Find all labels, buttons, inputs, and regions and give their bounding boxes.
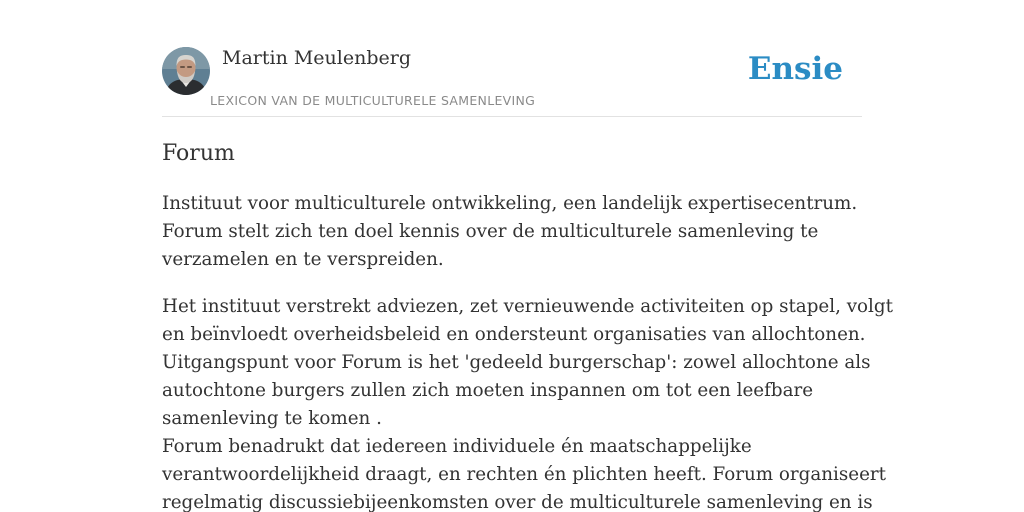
- article-body: [162, 190, 893, 512]
- paragraph-line: Forum stelt zich ten doel kennis over de multiculturele samenleving te: [162, 221, 819, 242]
- ensie-logo[interactable]: Ensie: [747, 51, 843, 87]
- paragraph-line: Uitgangspunt voor Forum is het 'gedeeld burgerschap': zowel allochtone als: [162, 352, 871, 373]
- page-header: [162, 0, 862, 117]
- paragraph-line: Het instituut verstrekt adviezen, zet vernieuwende activiteiten op stapel, volgt: [162, 296, 893, 317]
- paragraph-line: samenleving te komen .: [162, 408, 382, 429]
- paragraph-line: Instituut voor multiculturele ontwikkeling, een landelijk expertisecentrum.: [162, 193, 858, 214]
- paragraph-line: regelmatig discussiebijeenkomsten over de multiculturele samenleving en is: [162, 492, 873, 512]
- paragraph-line: autochtone burgers zullen zich moeten inspannen om tot een leefbare: [162, 380, 814, 401]
- paragraph-line: verzamelen en te verspreiden.: [162, 249, 444, 270]
- article: [162, 138, 893, 512]
- article-title: Forum: [162, 141, 235, 166]
- author-name[interactable]: Martin Meulenberg: [222, 47, 411, 69]
- collection-name[interactable]: LEXICON VAN DE MULTICULTURELE SAMENLEVING: [210, 93, 536, 108]
- paragraph: [162, 293, 893, 512]
- paragraph-line: en beïnvloedt overheidsbeleid en ondersteunt organisaties van allochtonen.: [162, 324, 866, 345]
- paragraph-line: Forum benadrukt dat iedereen individuele én maatschappelijke: [162, 436, 752, 457]
- author-photo: [162, 47, 210, 95]
- paragraph-line: verantwoordelijkheid draagt, en rechten én plichten heeft. Forum organiseert: [162, 464, 886, 485]
- paragraph: [162, 190, 862, 274]
- author-avatar[interactable]: [162, 47, 210, 95]
